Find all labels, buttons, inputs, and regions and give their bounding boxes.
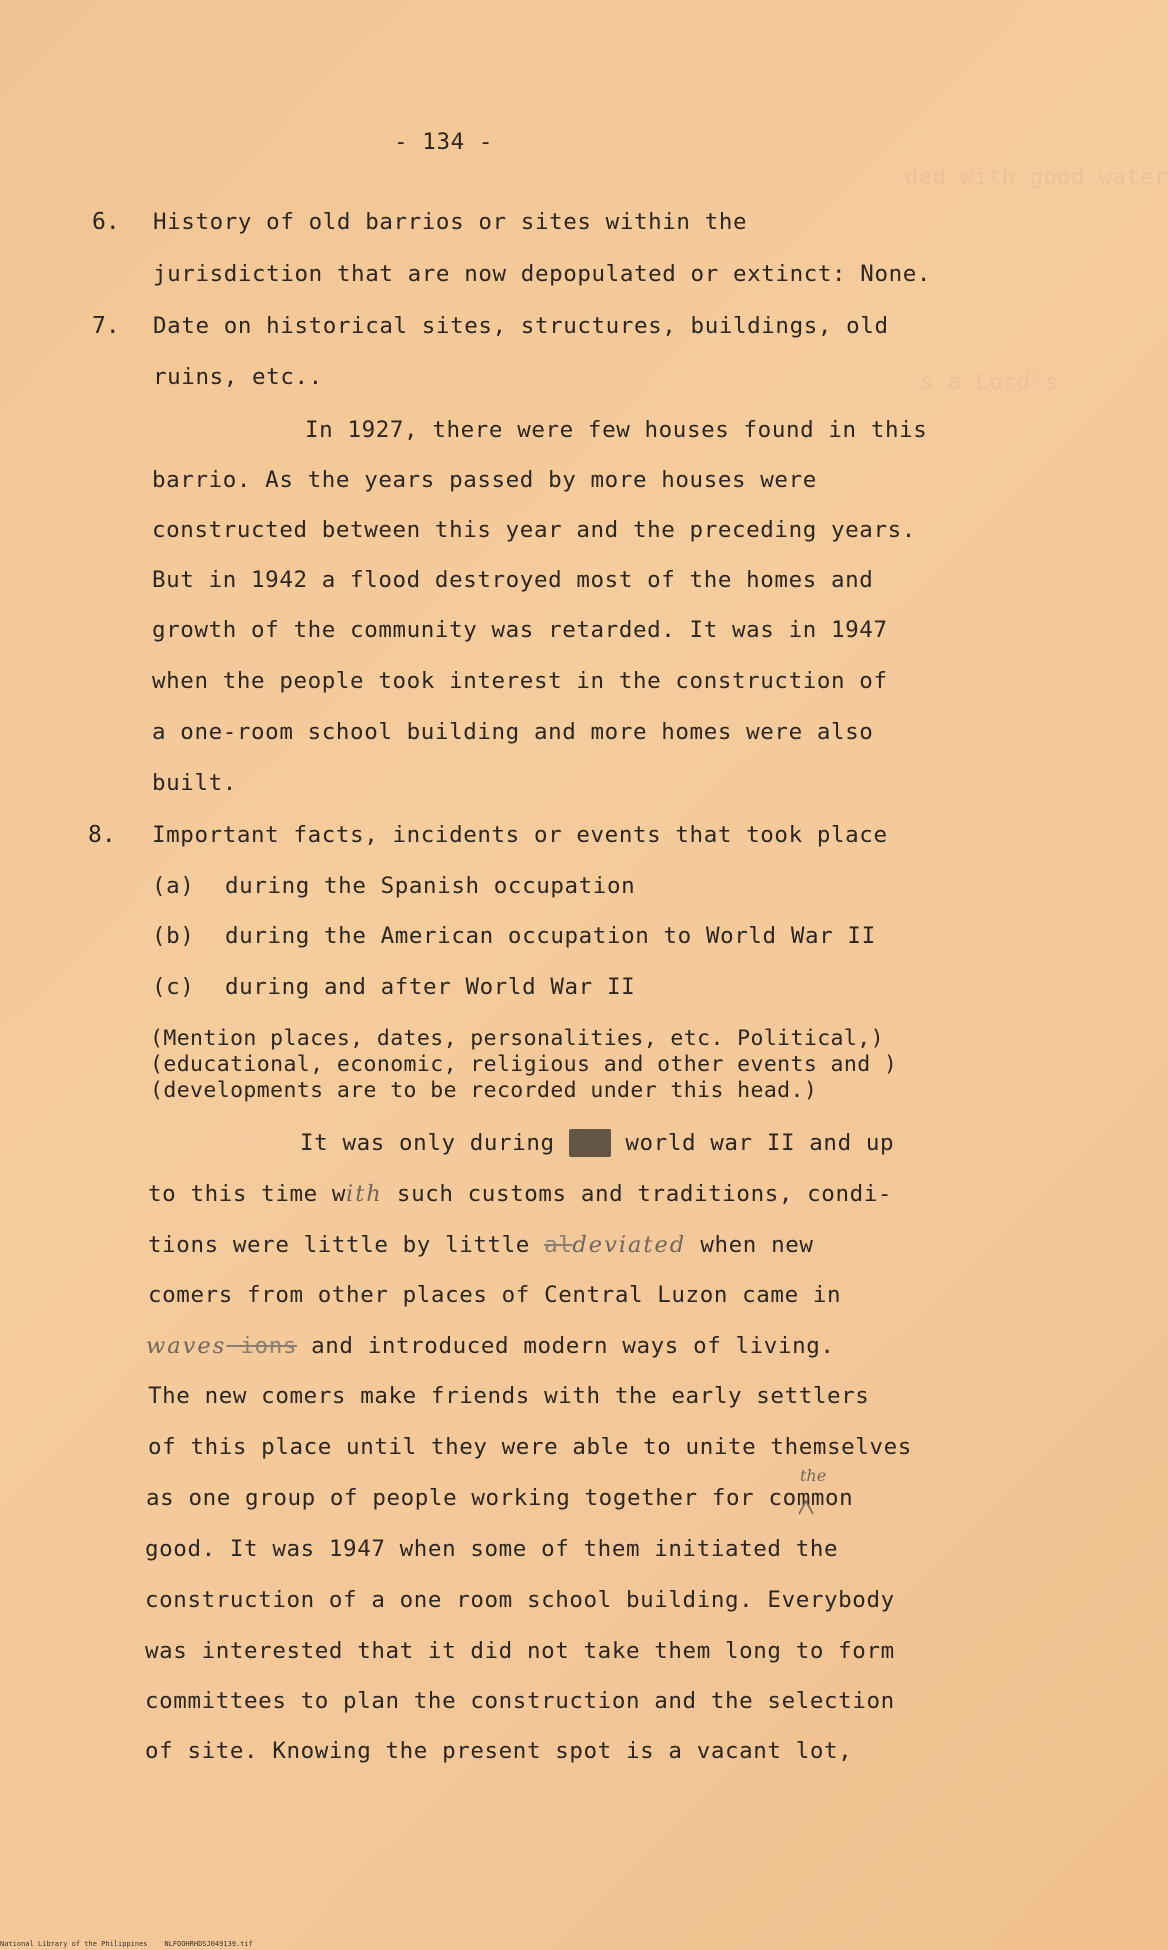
subitem-text: during the American occupation to World War II xyxy=(225,923,876,949)
paragraph-2-line: good. It was 1947 when some of them initiated the xyxy=(145,1536,839,1562)
subitem-label: (a) xyxy=(152,873,195,899)
subitem-text: during and after World War II xyxy=(225,974,636,1000)
text-run: such customs and traditions, condi- xyxy=(382,1181,893,1207)
page-number: - 134 - xyxy=(394,129,494,155)
paragraph-1-line: constructed between this year and the preceding years. xyxy=(152,517,916,543)
item-8-line: Important facts, incidents or events that took place xyxy=(152,822,888,848)
paragraph-2-line: construction of a one room school building. Everybody xyxy=(145,1587,895,1613)
paragraph-2-line xyxy=(148,1180,892,1208)
struck-text: ions xyxy=(226,1333,297,1359)
paragraph-2-line: comers from other places of Central Luzon came in xyxy=(148,1282,842,1308)
handwritten-correction: deviated xyxy=(572,1232,687,1258)
bleed-through-text: ded with good water xyxy=(905,165,1168,190)
item-number-6: 6. xyxy=(92,209,120,235)
scan-footer: National Library of the Philippines NLFOOHRHDSJ049139.tif xyxy=(0,1940,253,1948)
handwritten-correction: waves xyxy=(146,1333,227,1359)
paragraph-1-line: a one-room school building and more homes were also xyxy=(152,719,874,745)
handwritten-correction: ith xyxy=(346,1181,383,1207)
instruction-note-line: (developments are to be recorded under this head.) xyxy=(150,1078,818,1103)
instruction-note-line: (Mention places, dates, personalities, etc. Political,) xyxy=(150,1026,884,1051)
paragraph-1-line: barrio. As the years passed by more houses were xyxy=(152,467,817,493)
ink-smudge xyxy=(569,1129,611,1157)
text-run: world war II and up xyxy=(611,1130,895,1156)
paragraph-2-line xyxy=(300,1129,894,1157)
paragraph-2-line xyxy=(146,1332,835,1360)
paragraph-1-line: built. xyxy=(152,770,237,796)
text-run: to this time w xyxy=(148,1181,347,1207)
item-6-line-1: History of old barrios or sites within the xyxy=(153,209,748,235)
text-run: It was only during xyxy=(300,1130,569,1156)
paragraph-2-line: The new comers make friends with the early settlers xyxy=(148,1383,870,1409)
bleed-through-text: s a Lord's xyxy=(920,370,1059,395)
text-run: common xyxy=(754,1485,854,1511)
item-7-line-1: Date on historical sites, structures, buildings, old xyxy=(153,313,889,339)
paragraph-2-line: committees to plan the construction and the selection xyxy=(145,1688,895,1714)
struck-text: al xyxy=(544,1232,573,1258)
paragraph-2-line xyxy=(146,1484,853,1512)
item-7-line-2: ruins, etc.. xyxy=(153,364,323,390)
handwritten-insertion: the xyxy=(800,1466,827,1485)
paragraph-2-line: was interested that it did not take them long to form xyxy=(145,1638,895,1664)
paragraph-1-line: growth of the community was retarded. It was in 1947 xyxy=(152,617,888,643)
item-number-8: 8. xyxy=(88,822,116,848)
paragraph-1-line: But in 1942 a flood destroyed most of the homes and xyxy=(152,567,874,593)
text-run: as one group of people working together for xyxy=(146,1485,755,1511)
item-number-7: 7. xyxy=(92,313,120,339)
paragraph-2-line: of this place until they were able to unite themselves xyxy=(148,1434,912,1460)
insertion-caret-icon xyxy=(797,1498,815,1516)
subitem-label: (c) xyxy=(152,974,195,1000)
paragraph-2-line xyxy=(148,1231,814,1259)
text-run: when new xyxy=(686,1232,814,1258)
subitem-text: during the Spanish occupation xyxy=(225,873,636,899)
paragraph-2-line: of site. Knowing the present spot is a vacant lot, xyxy=(145,1738,853,1764)
text-run: tions were little by little xyxy=(148,1232,545,1258)
item-6-line-2: jurisdiction that are now depopulated or extinct: None. xyxy=(153,261,932,287)
instruction-note-line: (educational, economic, religious and other events and ) xyxy=(150,1052,898,1077)
paragraph-1-line: when the people took interest in the construction of xyxy=(152,668,888,694)
subitem-label: (b) xyxy=(152,923,195,949)
paragraph-1-line: In 1927, there were few houses found in this xyxy=(305,417,928,443)
text-run: and introduced modern ways of living. xyxy=(296,1333,835,1359)
